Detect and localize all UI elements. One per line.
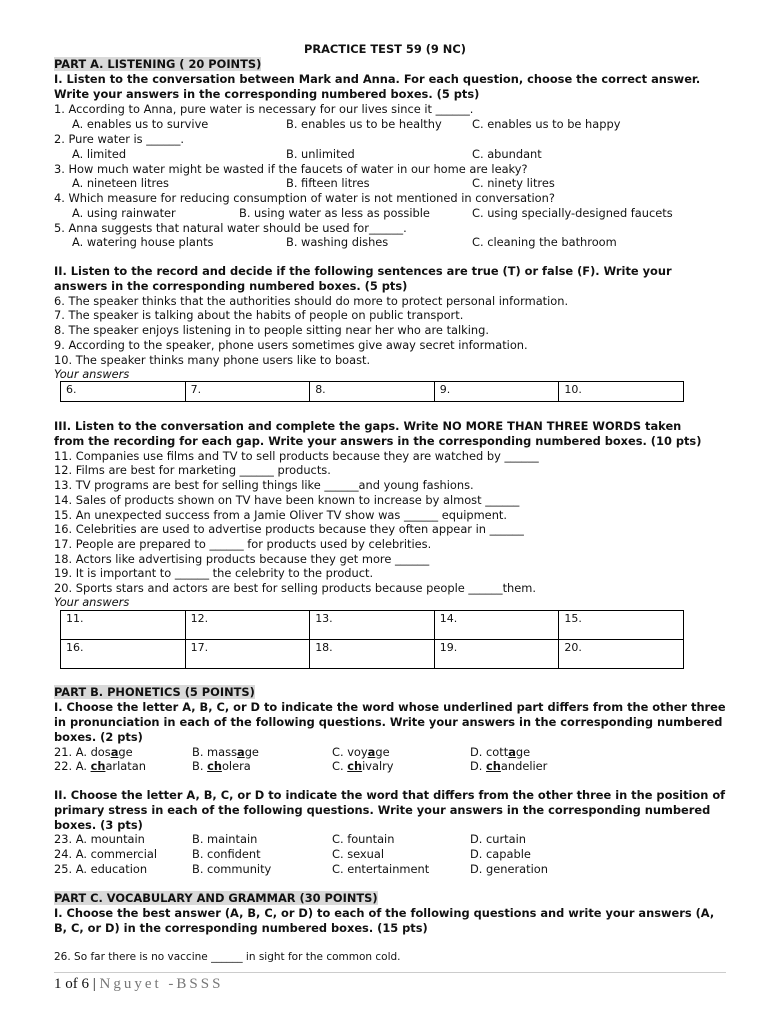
answer-box[interactable]: 14. (434, 611, 559, 640)
statement-10: 10. The speaker thinks many phone users like to boast. (54, 353, 371, 367)
gap-20: 20. Sports stars and actors are best for selling products because people ______them. (54, 581, 536, 595)
gap-11: 11. Companies use films and TV to sell products because they are watched by ______ (54, 449, 539, 463)
gap-12: 12. Films are best for marketing ______ products. (54, 463, 331, 477)
question-26: 26. So far there is no vaccine ______ in sight for the common cold. (54, 951, 401, 963)
question-25-option-c: C. entertainment (332, 862, 430, 876)
question-23-option-b: B. maintain (192, 832, 258, 846)
answer-grid-11-20 (60, 610, 684, 669)
your-answers-label: Your answers (54, 595, 130, 609)
page-footer (54, 976, 223, 993)
answer-box[interactable]: 9. (434, 382, 559, 402)
question-1-option-c: C. enables us to be happy (472, 117, 621, 131)
part-a-sec2-instruction-1: II. Listen to the record and decide if the following sentences are true (T) or false (F). Write your (54, 264, 672, 278)
part-a-sec1-instruction-1: I. Listen to the conversation between Mark and Anna. For each question, choose the correct answer. (54, 72, 701, 86)
question-23-option-d: D. curtain (470, 832, 527, 846)
part-c-instruction-2: B, C, or D) in the corresponding numbered boxes. (15 pts) (54, 921, 428, 935)
question-1-option-b: B. enables us to be healthy (286, 117, 442, 131)
part-a-sec3-instruction-2: from the recording for each gap. Write your answers in the corresponding numbered boxes. (10 pts) (54, 434, 702, 448)
answer-box[interactable]: 20. (559, 640, 684, 669)
question-4-stem: 4. Which measure for reducing consumption of water is not mentioned in conversation? (54, 191, 555, 205)
question-21-option-d: D. cottage (470, 745, 531, 759)
footer-divider (54, 972, 726, 973)
gap-15: 15. An unexpected success from a Jamie Oliver TV show was ______ equipment. (54, 508, 507, 522)
question-3-option-b: B. fifteen litres (286, 176, 370, 190)
question-25-option-b: B. community (192, 862, 272, 876)
part-b-sec1-instruction-1: I. Choose the letter A, B, C, or D to indicate the word whose underlined part differs from the other three (54, 700, 726, 714)
answer-box[interactable]: 12. (185, 611, 310, 640)
answer-box[interactable]: 19. (434, 640, 559, 669)
answer-box[interactable]: 18. (310, 640, 435, 669)
question-25-option-d: D. generation (470, 862, 548, 876)
question-25-option-a: 25. A. education (54, 862, 148, 876)
question-24-option-b: B. confident (192, 847, 261, 861)
question-23-option-c: C. fountain (332, 832, 395, 846)
question-2-option-b: B. unlimited (286, 147, 355, 161)
question-5-option-a: A. watering house plants (72, 235, 214, 249)
gap-19: 19. It is important to ______ the celebrity to the product. (54, 566, 374, 580)
question-3-stem: 3. How much water might be wasted if the faucets of water in our home are leaky? (54, 162, 528, 176)
answer-box[interactable]: 17. (185, 640, 310, 669)
question-5-stem: 5. Anna suggests that natural water should be used for______. (54, 221, 407, 235)
gap-16: 16. Celebrities are used to advertise products because they often appear in ______ (54, 522, 524, 536)
question-5-option-b: B. washing dishes (286, 235, 389, 249)
question-22-option-d: D. chandelier (470, 759, 548, 773)
gap-18: 18. Actors like advertising products because they get more ______ (54, 552, 430, 566)
question-24-option-a: 24. A. commercial (54, 847, 158, 861)
part-b-heading: PART B. PHONETICS (5 POINTS) (54, 685, 255, 699)
answer-box[interactable]: 6. (61, 382, 186, 402)
your-answers-label: Your answers (54, 367, 130, 381)
question-4-option-a: A. using rainwater (72, 206, 176, 220)
answer-grid-6-10 (60, 381, 684, 402)
part-a-heading: PART A. LISTENING ( 20 POINTS) (54, 57, 262, 71)
footer-separator: | (92, 976, 96, 992)
statement-7: 7. The speaker is talking about the habits of people on public transport. (54, 308, 464, 322)
answer-box[interactable]: 8. (310, 382, 435, 402)
part-c-instruction-1: I. Choose the best answer (A, B, C, or D) to each of the following questions and write your answers (A, (54, 906, 715, 920)
answer-box[interactable]: 13. (310, 611, 435, 640)
part-a-sec2-instruction-2: answers in the corresponding numbered boxes. (5 pts) (54, 279, 408, 293)
question-1-stem: 1. According to Anna, pure water is necessary for our lives since it ______. (54, 102, 474, 116)
statement-8: 8. The speaker enjoys listening in to people sitting near her who are talking. (54, 323, 490, 337)
question-24-option-c: C. sexual (332, 847, 385, 861)
question-2-option-c: C. abundant (472, 147, 542, 161)
part-b-sec2-instruction-2: primary stress in each of the following questions. Write your answers in the corresponding numbered (54, 803, 711, 817)
gap-13: 13. TV programs are best for selling things like ______and young fashions. (54, 478, 474, 492)
part-b-sec2-instruction-1: II. Choose the letter A, B, C, or D to indicate the word that differs from the other three in the position of (54, 788, 726, 802)
answer-box[interactable]: 15. (559, 611, 684, 640)
gap-14: 14. Sales of products shown on TV have been known to increase by almost ______ (54, 493, 520, 507)
question-23-option-a: 23. A. mountain (54, 832, 145, 846)
answer-box[interactable]: 16. (61, 640, 186, 669)
answer-box[interactable]: 7. (185, 382, 310, 402)
question-3-option-a: A. nineteen litres (72, 176, 169, 190)
question-4-option-c: C. using specially-designed faucets (472, 206, 673, 220)
gap-17: 17. People are prepared to ______ for products used by celebrities. (54, 537, 432, 551)
part-b-sec1-instruction-3: boxes. (2 pts) (54, 730, 143, 744)
question-21-option-a: 21. A. dosage (54, 745, 133, 759)
answer-box[interactable]: 10. (559, 382, 684, 402)
part-a-sec3-instruction-1: III. Listen to the conversation and complete the gaps. Write NO MORE THAN THREE WORDS taken (54, 419, 682, 433)
part-a-sec1-instruction-2: Write your answers in the corresponding numbered boxes. (5 pts) (54, 87, 480, 101)
footer-signature: Nguyet -BSSS (99, 976, 224, 992)
part-b-sec1-instruction-2: in pronunciation in each of the following questions. Write your answers in the corresponding numbered (54, 715, 723, 729)
question-21-option-c: C. voyage (332, 745, 390, 759)
question-22-option-c: C. chivalry (332, 759, 394, 773)
page-title: PRACTICE TEST 59 (9 NC) (304, 42, 466, 56)
part-c-heading: PART C. VOCABULARY AND GRAMMAR (30 POINTS) (54, 891, 378, 905)
question-2-stem: 2. Pure water is ______. (54, 132, 185, 146)
page-number: 1 of 6 (54, 976, 89, 992)
answer-box[interactable]: 11. (61, 611, 186, 640)
question-22-option-b: B. cholera (192, 759, 251, 773)
statement-6: 6. The speaker thinks that the authorities should do more to protect personal information. (54, 294, 569, 308)
question-5-option-c: C. cleaning the bathroom (472, 235, 617, 249)
question-1-option-a: A. enables us to survive (72, 117, 209, 131)
question-2-option-a: A. limited (72, 147, 127, 161)
question-21-option-b: B. massage (192, 745, 259, 759)
question-24-option-d: D. capable (470, 847, 531, 861)
part-b-sec2-instruction-3: boxes. (3 pts) (54, 818, 143, 832)
question-3-option-c: C. ninety litres (472, 176, 555, 190)
question-4-option-b: B. using water as less as possible (239, 206, 430, 220)
question-22-option-a: 22. A. charlatan (54, 759, 146, 773)
statement-9: 9. According to the speaker, phone users sometimes give away secret information. (54, 338, 528, 352)
